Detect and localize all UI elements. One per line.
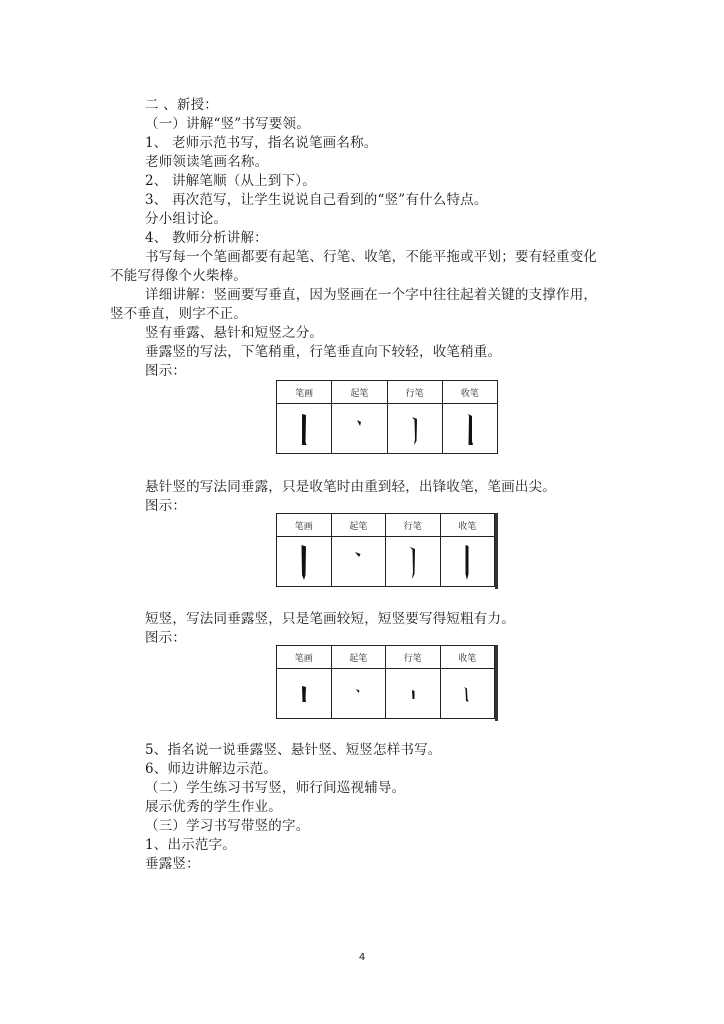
table-header-cell: 收笔 xyxy=(440,514,495,537)
stroke-end-icon xyxy=(463,411,477,447)
stroke-table-chuilu xyxy=(276,380,498,454)
stroke-start-dot-icon xyxy=(351,542,365,582)
paragraph: 5、指名说一说垂露竖、悬针竖、短竖怎样书写。 xyxy=(145,742,442,758)
stroke-table-duanshu xyxy=(276,645,495,719)
paragraph: 4、 教师分析讲解： xyxy=(145,230,268,246)
stroke-middle-cell xyxy=(386,537,441,587)
page-number: 4 xyxy=(358,952,366,963)
paragraph: 展示优秀的学生作业。 xyxy=(145,799,282,815)
paragraph: 垂露竖： xyxy=(145,856,200,872)
vertical-stroke-full-icon xyxy=(297,542,311,582)
paragraph-continuation: 不能写得像个火柴棒。 xyxy=(110,268,247,284)
figure-label: 图示： xyxy=(145,498,187,514)
figure-label: 图示： xyxy=(145,630,187,646)
table-header-cell: 起笔 xyxy=(332,381,387,404)
stroke-full-cell xyxy=(277,669,332,719)
stroke-start-cell xyxy=(331,669,386,719)
subsection-heading-2: （二）学生练习书写竖，师行间巡视辅导。 xyxy=(145,780,406,796)
paragraph: 垂露竖的写法，下笔稍重，行笔垂直向下较轻，收笔稍重。 xyxy=(145,344,502,360)
table-header-cell: 收笔 xyxy=(442,381,497,404)
stroke-middle-icon xyxy=(406,542,420,582)
stroke-middle-icon xyxy=(408,411,422,447)
paragraph: 竖有垂露、悬针和短竖之分。 xyxy=(145,325,324,341)
stroke-full-cell xyxy=(277,537,332,587)
stroke-start-cell xyxy=(331,537,386,587)
stroke-middle-icon xyxy=(406,679,420,709)
table-header-cell: 笔画 xyxy=(277,514,332,537)
stroke-end-cell xyxy=(440,669,495,719)
stroke-table-xuanzhen xyxy=(276,513,495,587)
stroke-end-cell xyxy=(440,537,495,587)
table-header-cell: 笔画 xyxy=(277,646,332,669)
paragraph: 1、 老师示范书写，指名说笔画名称。 xyxy=(145,135,378,151)
paragraph: 2、 讲解笔顺（从上到下）。 xyxy=(145,173,316,189)
stroke-start-cell xyxy=(332,404,387,454)
table-header-cell: 起笔 xyxy=(331,514,386,537)
paragraph: 书写每一个笔画都要有起笔、行笔、收笔，不能平拖或平划；要有轻重变化 xyxy=(145,249,598,265)
table-header-cell: 收笔 xyxy=(440,646,495,669)
section-heading: 二 、新授： xyxy=(145,97,218,113)
stroke-end-icon xyxy=(460,542,474,582)
paragraph-continuation: 竖不垂直，则字不正。 xyxy=(110,306,247,322)
table-shadow-edge xyxy=(495,513,498,589)
paragraph: 分小组讨论。 xyxy=(145,211,228,227)
paragraph: 3、 再次范写，让学生说说自己看到的“竖”有什么特点。 xyxy=(145,192,488,208)
stroke-end-cell xyxy=(442,404,497,454)
table-shadow-edge xyxy=(495,645,498,721)
subsection-heading-3: （三）学习书写带竖的字。 xyxy=(145,818,310,834)
stroke-start-dot-icon xyxy=(352,411,366,447)
paragraph: 1、出示范字。 xyxy=(145,837,236,853)
table-header-cell: 行笔 xyxy=(386,514,441,537)
paragraph: 详细讲解：竖画要写垂直，因为竖画在一个字中往往起着关键的支撑作用， xyxy=(145,287,598,303)
figure-label: 图示： xyxy=(145,363,187,379)
paragraph: 短竖，写法同垂露竖，只是笔画较短，短竖要写得短粗有力。 xyxy=(145,611,515,627)
stroke-start-dot-icon xyxy=(351,679,365,709)
table-header-cell: 起笔 xyxy=(331,646,386,669)
table-header-cell: 行笔 xyxy=(386,646,441,669)
stroke-middle-cell xyxy=(386,669,441,719)
paragraph: 老师领读笔画名称。 xyxy=(145,154,269,170)
paragraph: 悬针竖的写法同垂露，只是收笔时由重到轻，出锋收笔，笔画出尖。 xyxy=(145,479,556,495)
short-vertical-stroke-icon xyxy=(297,679,311,709)
stroke-full-cell xyxy=(277,404,332,454)
stroke-middle-cell xyxy=(387,404,442,454)
vertical-stroke-full-icon xyxy=(297,411,311,447)
subsection-heading-1: （一）讲解“竖”书写要领。 xyxy=(145,116,310,132)
paragraph: 6、师边讲解边示范。 xyxy=(145,761,278,777)
table-header-cell: 笔画 xyxy=(277,381,332,404)
table-header-cell: 行笔 xyxy=(387,381,442,404)
stroke-end-icon xyxy=(460,679,474,709)
